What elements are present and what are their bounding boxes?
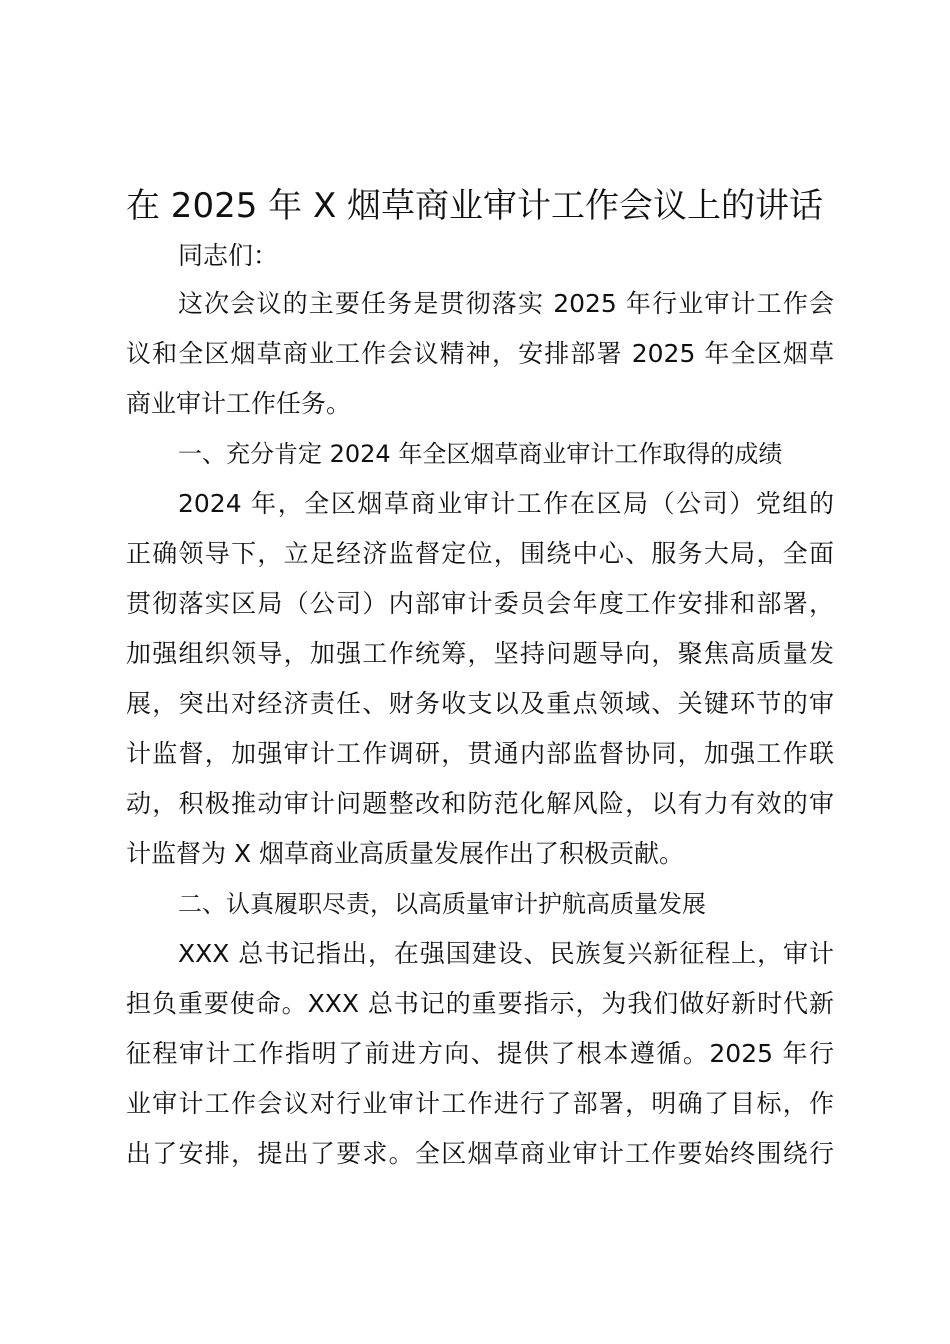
paragraph-3-line-4: 业审计工作会议对行业审计工作进行了部署，明确了目标，作 (126, 1089, 834, 1118)
paragraph-2-line-5: 展，突出对经济责任、财务收支以及重点领域、关键环节的审 (126, 689, 834, 718)
paragraph-2-line-3: 贯彻落实区局（公司）内部审计委员会年度工作安排和部署， (126, 589, 834, 618)
paragraph-3-line-5: 出了安排，提出了要求。全区烟草商业审计工作要始终围绕行 (126, 1139, 834, 1168)
paragraph-2-line-4: 加强组织领导，加强工作统筹，坚持问题导向，聚焦高质量发 (126, 639, 834, 668)
paragraph-1-line-1: 这次会议的主要任务是贯彻落实 2025 年行业审计工作会 (178, 289, 834, 318)
paragraph-2-line-8: 计监督为 X 烟草商业高质量发展作出了积极贡献。 (126, 839, 685, 868)
paragraph-2-line-6: 计监督，加强审计工作调研，贯通内部监督协同，加强工作联 (126, 739, 834, 768)
section-heading-2: 二、认真履职尽责，以高质量审计护航高质量发展 (178, 890, 706, 918)
paragraph-3-line-2: 担负重要使命。XXX 总书记的重要指示，为我们做好新时代新 (126, 989, 834, 1018)
paragraph-1-line-3: 商业审计工作任务。 (126, 389, 352, 418)
paragraph-1-line-2: 议和全区烟草商业工作会议精神，安排部署 2025 年全区烟草 (126, 339, 834, 368)
paragraph-2-line-2: 正确领导下，立足经济监督定位，围绕中心、服务大局，全面 (126, 539, 834, 568)
paragraph-3-line-1: XXX 总书记指出，在强国建设、民族复兴新征程上，审计 (178, 939, 834, 968)
salutation: 同志们： (178, 241, 279, 270)
section-heading-1: 一、充分肯定 2024 年全区烟草商业审计工作取得的成绩 (178, 440, 783, 468)
paragraph-3-line-3: 征程审计工作指明了前进方向、提供了根本遵循。2025 年行 (126, 1039, 834, 1068)
paragraph-2-line-1: 2024 年，全区烟草商业审计工作在区局（公司）党组的 (178, 489, 834, 518)
paragraph-2-line-7: 动，积极推动审计问题整改和防范化解风险，以有力有效的审 (126, 789, 834, 818)
document-title: 在 2025 年 X 烟草商业审计工作会议上的讲话 (126, 186, 824, 226)
